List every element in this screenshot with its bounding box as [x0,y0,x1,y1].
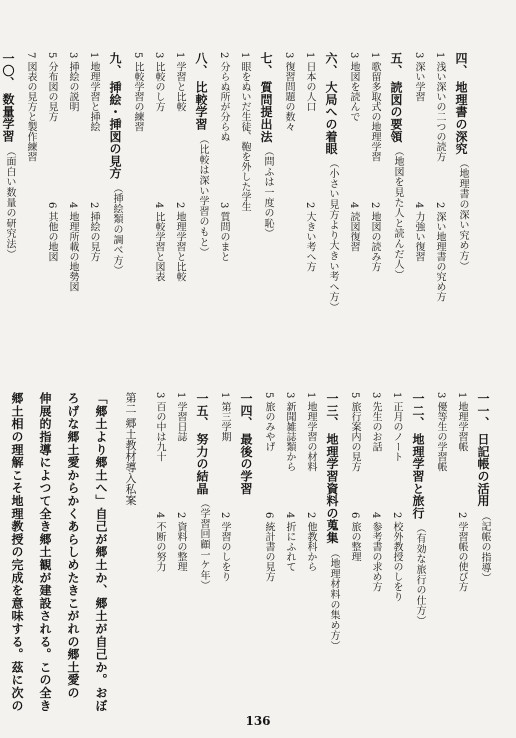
section-heading [388,52,405,280]
topic-item: 3 優等生の学習帳 [435,392,446,472]
section-heading [193,52,210,257]
section-number: 八、 [194,52,208,77]
topic-row [368,392,383,592]
topic-row [454,392,469,592]
topic-row [303,392,318,572]
topic-item: 3 地図を読んで [348,52,359,122]
section-title: 日記帳の活用 [476,432,490,507]
section-number: 九、 [108,52,122,77]
topic-item: 3 質問のまと [218,202,229,262]
topic-item: 6 旅の整理 [349,512,360,562]
topic-item: 2 地図の読み方 [369,202,380,272]
section-heading [453,52,470,272]
topic-item: 4 読図復習 [348,202,359,252]
topic-item: 1 浅い深いの二つの読方 [434,52,445,162]
topic-row [302,52,317,272]
table-of-contents-upper [1,52,470,382]
topic-item: 1 地理学習帳 [456,392,467,452]
section-title: 数量学習 [1,92,15,143]
topic-row [237,52,252,212]
section-heading [0,52,17,259]
section-heading [324,392,341,651]
topic-item: 3 新聞雑誌類から [284,392,295,472]
topic-item: 4 力強い復習 [413,202,424,262]
chapter-heading: 第二 郷土教材導入私案 [124,392,137,506]
section-title: 最後の学習 [239,432,253,495]
topic-item: 6 其他の地図 [46,202,57,262]
section-title: 地理書の深究 [454,80,468,155]
topic-item: 4 比較学習と図表 [153,202,164,282]
topic-item: 2 学習のしをり [219,512,230,582]
topic-item: 2 校外教授のしをり [391,512,402,602]
topic-item: 1 地理学習と挿絵 [88,52,99,132]
topic-row [432,52,447,302]
section-note: （学習回顧一ケ年） [198,498,209,592]
topic-item: 2 他教科から [305,512,316,572]
topic-row [217,392,232,582]
topic-item: 2 資料の整理 [175,512,186,572]
section-title: 読図の要領 [389,80,403,143]
topic-item: 4 地理所載の地勢図 [67,202,78,292]
section-note: （挿絵類の調べ方） [111,183,122,276]
topic-row [433,392,448,512]
section-number: 一五、 [195,392,209,429]
section-heading [258,52,275,239]
section-title: 地理学習と旅行 [411,432,425,520]
topic-row [282,392,297,572]
section-number: 七、 [259,52,273,77]
page-number: 136 [245,714,271,728]
topic-item: 2 分らぬ所が分らぬ [218,52,229,142]
topic-item: 4 不断の努力 [154,512,165,572]
section-note: （比較は深い学習のもと） [197,133,208,258]
topic-row [411,52,426,262]
section-heading [323,52,340,313]
section-note: （面白い数量の研究法） [4,146,15,260]
section-note: （記帳の指導） [479,510,490,583]
topic-row [172,52,187,282]
section-note: （地理書の深い究め方） [457,158,468,272]
topic-row [389,392,404,602]
topic-row [65,52,80,292]
section-note: （地理材料の集め方） [328,547,339,651]
topic-item: 5 旅行案内の見方 [349,392,360,472]
section-number: 四、 [454,52,468,77]
section-title: 比較学習 [194,80,208,130]
topic-row [152,392,167,572]
topic-item: 1 第三学期 [219,392,230,442]
paragraph-line: 郷土相の理解こそ地理教授の完成を意味する。茲に次の [10,392,24,712]
topic-row [86,52,101,262]
table-of-contents-lower [10,392,492,712]
section-title: 質問提出法 [259,80,273,143]
topic-row [347,392,362,562]
topic-row [346,52,361,252]
section-note: （有効な旅行の仕方） [414,523,425,627]
topic-item: 5 旅のみやげ [263,392,274,452]
section-title: 挿絵・挿図の見方 [108,80,122,180]
section-note: （小さい見方より大きい考へ方） [327,158,338,313]
topic-item: 2 大きい考へ方 [304,202,315,272]
topic-row [44,52,59,262]
topic-item: 2 挿絵の見方 [88,202,99,262]
topic-item: 6 統計書の見方 [263,512,274,582]
topic-item: 1 地理学習の材料 [305,392,316,472]
topic-item: 2 地理学習と比較 [174,202,185,282]
paragraph-line: 「郷土より郷土へ」自己が郷土か、郷土が自己か。おぼ [94,392,108,712]
topic-row [151,52,166,282]
section-note: （地図を見た人と読んだ人） [392,146,403,281]
section-title: 大局への着眼 [324,80,338,155]
topic-row [23,52,38,202]
topic-item: 3 百の中は九十 [154,392,165,462]
topic-item: 3 挿絵の説明 [67,52,78,112]
topic-item: 5 比較学習の練習 [132,52,143,132]
topic-row [216,52,231,262]
topic-row [130,52,145,202]
topic-row [173,392,188,572]
topic-item: 1 歌留多取式の地理学習 [369,52,380,162]
topic-item: 2 学習帳の使び方 [456,512,467,592]
section-number: 一三、 [325,392,339,429]
topic-item: 3 復習問題の数々 [283,52,294,132]
topic-item: 1 学習日誌 [175,392,186,442]
section-note: （問ふは一度の恥） [262,146,273,239]
topic-item: 1 眼をぬいだ生徒、鞄を外した学生 [239,52,250,212]
topic-item: 3 深い学習 [413,52,424,102]
topic-row [367,52,382,272]
section-title: 地理学習資料の蒐集 [325,432,339,544]
topic-item: 1 正月のノート [391,392,402,462]
section-heading [475,392,492,583]
section-number: 一二、 [411,392,425,429]
topic-item: 7 図表の見方と製作練習 [25,52,36,162]
topic-item: 4 参考書の求め方 [370,512,381,592]
section-number: 一〇、 [1,52,15,89]
topic-item: 2 深い地理書の究め方 [434,202,445,302]
section-number: 一一、 [476,392,490,429]
topic-item: 1 日本の人口 [304,52,315,112]
topic-row [261,392,276,582]
paragraph-line: ろげな郷土愛からかくあらしめたきこがれの郷土愛の [66,392,80,700]
topic-item: 4 折にふれて [284,512,295,572]
section-heading [194,392,211,591]
section-number: 六、 [324,52,338,77]
section-heading [107,52,124,276]
topic-item: 5 分布図の見方 [46,52,57,122]
topic-item: 3 先生のお話 [370,392,381,452]
section-heading [410,392,427,626]
topic-item: 3 比較のし方 [153,52,164,112]
section-number: 一四、 [239,392,253,429]
topic-item: 1 学習と比較 [174,52,185,112]
section-number: 五、 [389,52,403,77]
paragraph-line: 伸展的指導によつて全き郷土観が建設される。この全き [38,392,52,712]
section-heading [238,392,255,498]
topic-row [281,52,296,202]
section-title: 努力の結晶 [195,432,209,495]
